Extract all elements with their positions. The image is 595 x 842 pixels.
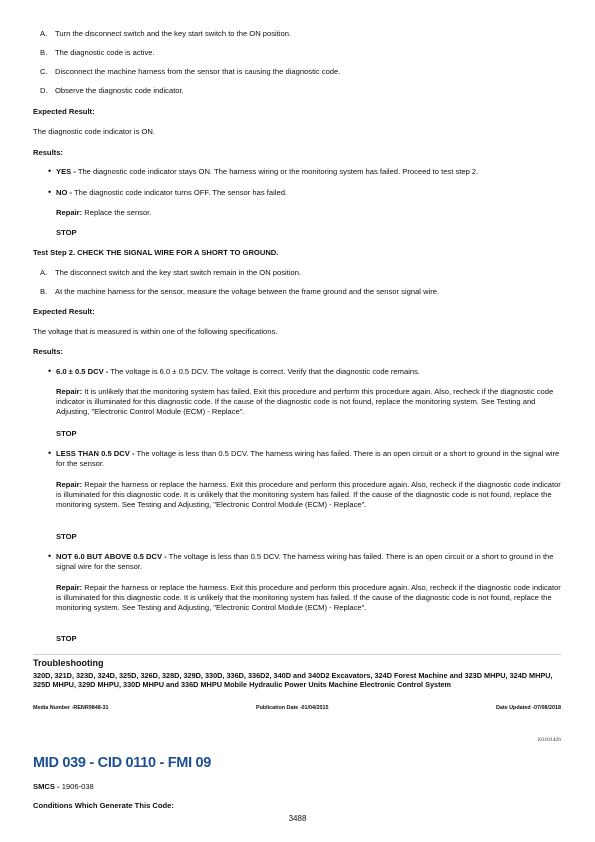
smcs-value: 1906-038 bbox=[59, 782, 94, 791]
repair-label: Repair: bbox=[56, 387, 83, 396]
results-label: Results: bbox=[33, 347, 63, 356]
date-updated: Date Updated -07/08/2018 bbox=[495, 705, 561, 711]
step-text: Disconnect the machine harness from the sensor that is causing the diagnostic code. bbox=[55, 67, 341, 77]
step-text: Observe the diagnostic code indicator. bbox=[55, 86, 184, 96]
step-item bbox=[40, 67, 570, 77]
step-item bbox=[40, 86, 570, 96]
result-lead: NO - bbox=[56, 188, 73, 197]
result-yes bbox=[48, 167, 566, 177]
result-no bbox=[48, 188, 566, 198]
image-id: i03101426 bbox=[537, 737, 561, 743]
step-letter: D. bbox=[40, 86, 48, 96]
step-item bbox=[40, 48, 570, 58]
step-letter: A. bbox=[40, 29, 48, 38]
expected-result-label: Expected Result: bbox=[33, 307, 95, 316]
repair-note bbox=[56, 583, 562, 613]
result-text: The voltage is 6.0 ± 0.5 DCV. The voltage is correct. Verify that the diagnostic code remains. bbox=[108, 367, 421, 376]
repair-note bbox=[56, 480, 562, 510]
step-letter: B. bbox=[40, 287, 48, 297]
step-item bbox=[40, 287, 570, 297]
repair-label: Repair: bbox=[56, 480, 83, 489]
bullet-icon: • bbox=[48, 366, 52, 376]
publication-date: Publication Date -01/04/2015 bbox=[256, 705, 329, 711]
document-models: 320D, 321D, 323D, 324D, 325D, 326D, 328D, 329D, 330D, 336D, 336D2, 340D and 340D2 Excavators, 324D Forest Machine and 323D MHPU, 324D MHPU, 325D MHPU, 329D MHPU, 330D MHPU and 336D MHPU Mobile Hydraulic Power Units Machine Electronic Control System bbox=[33, 671, 553, 690]
result-lead: LESS THAN 0.5 DCV - bbox=[56, 449, 135, 458]
stop-marker: STOP bbox=[56, 429, 77, 438]
bullet-icon: • bbox=[48, 187, 52, 197]
test-step-2-title: Test Step 2. CHECK THE SIGNAL WIRE FOR A SHORT TO GROUND. bbox=[33, 248, 279, 257]
result-text: The voltage is less than 0.5 DCV. The harness wiring has failed. There is an open circuit or a short to ground in the signal wire for the sensor. bbox=[56, 449, 560, 469]
page-heading: MID 039 - CID 0110 - FMI 09 bbox=[33, 755, 212, 771]
step-text: The diagnostic code is active. bbox=[55, 48, 155, 58]
result-lead: 6.0 ± 0.5 DCV - bbox=[56, 367, 109, 376]
repair-note bbox=[56, 387, 562, 417]
smcs-code bbox=[33, 782, 568, 792]
repair-note bbox=[56, 208, 562, 218]
result-text: The diagnostic code indicator turns OFF. The sensor has failed. bbox=[72, 188, 288, 197]
divider bbox=[33, 654, 561, 655]
stop-marker: STOP bbox=[56, 228, 77, 237]
bullet-icon: • bbox=[48, 448, 52, 458]
repair-label: Repair: bbox=[56, 208, 83, 217]
step-item bbox=[40, 29, 570, 39]
step-letter: C. bbox=[40, 67, 48, 77]
result-lead: YES - bbox=[56, 167, 76, 176]
expected-result-label: Expected Result: bbox=[33, 107, 95, 116]
step-item bbox=[40, 268, 570, 278]
media-number: Media Number -RENR9848-31 bbox=[33, 705, 109, 711]
repair-text: It is unlikely that the monitoring system has failed. Exit this procedure and perform this procedure again. Also, recheck if the diagnostic code indicator is illuminated for this diagnostic code. If the cause of the diagnostic code is not found, replace the monitoring system. See Testing and Adjusting, "Electronic Control Module (ECM) - Replace". bbox=[56, 387, 554, 417]
smcs-label: SMCS - bbox=[33, 782, 60, 791]
step-text: Turn the disconnect switch and the key start switch to the ON position. bbox=[55, 29, 292, 38]
bullet-icon: • bbox=[48, 166, 52, 176]
step1-instructions bbox=[40, 29, 570, 96]
repair-text: Replace the sensor. bbox=[82, 208, 152, 217]
stop-marker: STOP bbox=[56, 532, 77, 541]
result-less-than bbox=[48, 449, 566, 469]
repair-text: Repair the harness or replace the harness. Exit this procedure and perform this procedure again. Also, recheck if the diagnostic code indicator is illuminated for this diagnostic code. It is unlikely that the monitoring system has failed. If the cause of the diagnostic code is not found, replace the monitoring system. See Testing and Adjusting, "Electronic Control Module (ECM) - Replace". bbox=[56, 583, 561, 613]
document-section-title: Troubleshooting bbox=[33, 658, 104, 668]
step2-expected-text: The voltage that is measured is within one of the following specifications. bbox=[33, 327, 278, 336]
step-letter: A. bbox=[40, 268, 48, 277]
results-label: Results: bbox=[33, 148, 63, 157]
result-text: The voltage is less than 0.5 DCV. The harness wiring has failed. There is an open circuit or a short to ground in the signal wire for the sensor. bbox=[56, 552, 554, 572]
step-letter: B. bbox=[40, 48, 48, 58]
result-above bbox=[48, 552, 566, 572]
bullet-icon: • bbox=[48, 551, 52, 561]
stop-marker: STOP bbox=[56, 634, 77, 643]
result-lead: NOT 6.0 BUT ABOVE 0.5 DCV - bbox=[56, 552, 167, 561]
result-text: The diagnostic code indicator stays ON. The harness wiring or the monitoring system has failed. Proceed to test step 2. bbox=[75, 167, 479, 176]
step1-expected-text: The diagnostic code indicator is ON. bbox=[33, 127, 155, 136]
page-number: 3488 bbox=[288, 814, 307, 823]
step-text: At the machine harness for the sensor, measure the voltage between the frame ground and the sensor signal wire. bbox=[55, 287, 440, 297]
conditions-heading: Conditions Which Generate This Code: bbox=[33, 801, 174, 810]
result-correct-voltage bbox=[48, 367, 566, 377]
repair-text: Repair the harness or replace the harness. Exit this procedure and perform this procedure again. Also, recheck if the diagnostic code indicator is illuminated for this diagnostic code. It is unlikely that the monitoring system has failed. If the cause of the diagnostic code is not found, replace the monitoring system. See Testing and Adjusting, "Electronic Control Module (ECM) - Replace". bbox=[56, 480, 561, 510]
repair-label: Repair: bbox=[56, 583, 83, 592]
step2-instructions bbox=[40, 268, 570, 297]
step-text: The disconnect switch and the key start switch remain in the ON position. bbox=[55, 268, 302, 277]
